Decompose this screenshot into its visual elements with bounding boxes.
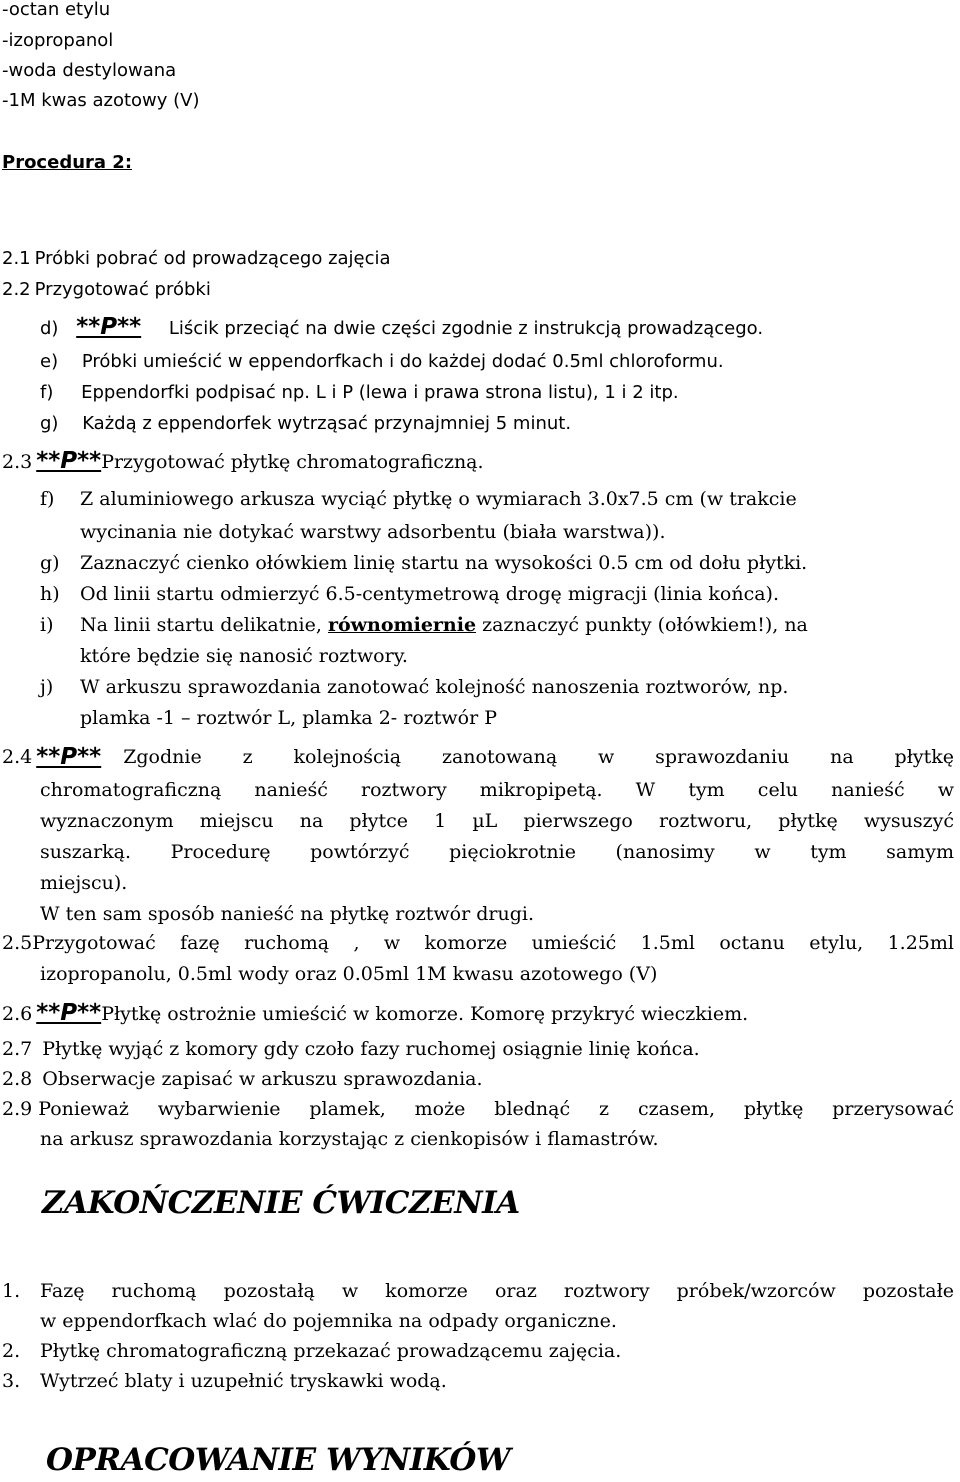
step-text-continued: wyznaczonym miejscu na płytce 1 µL pierwszego roztworu, płytkę wysuszyć — [40, 810, 954, 832]
step-2-1 — [2, 244, 391, 274]
step-text: Ponieważ wybarwienie plamek, może blednąć z czasem, płytkę przerysować — [38, 1098, 954, 1120]
item-text: Fazę ruchomą pozostałą w komorze oraz roztwory próbek/wzorców pozostałe — [40, 1280, 954, 1302]
item-marker: i) — [40, 614, 54, 636]
step-2-2 — [2, 275, 211, 305]
substep-d — [40, 312, 763, 342]
step-text: Próbki pobrać od prowadzącego zajęcia — [34, 248, 391, 269]
emphasis-text: równomiernie — [327, 614, 477, 636]
item-text-continued: plamka -1 – roztwór L, plamka 2- roztwór P — [80, 707, 498, 729]
step-2-6 — [2, 998, 748, 1028]
step-text: Obserwacje zapisać w arkuszu sprawozdania. — [42, 1068, 483, 1090]
substep-f — [40, 378, 679, 408]
material-item: -octan etylu — [2, 0, 111, 20]
ending-item-3 — [2, 1366, 447, 1396]
step-number: 2.4 — [2, 746, 33, 768]
step-text-continued: suszarką. Procedurę powtórzyć pięciokrotnie (nanosimy w tym samym — [40, 841, 954, 863]
substep-f-cut — [40, 484, 955, 514]
results-heading: OPRACOWANIE WYNIKÓW — [46, 1442, 511, 1478]
ending-item-2 — [2, 1336, 621, 1366]
step-number: 2.1 — [2, 248, 31, 269]
material-item: -1M kwas azotowy (V) — [2, 90, 200, 111]
substep-e — [40, 347, 724, 377]
step-text: Płytkę ostrożnie umieścić w komorze. Komorę przykryć wieczkiem. — [101, 1003, 749, 1025]
item-text: Zaznaczyć cienko ołówkiem linię startu na wysokości 0.5 cm od dołu płytki. — [80, 552, 808, 574]
step-text-continued: izopropanolu, 0.5ml wody oraz 0.05ml 1M kwasu azotowego (V) — [40, 963, 658, 985]
step-2-3 — [2, 446, 484, 476]
step-text: Zgodnie z kolejnością zanotowaną w sprawozdaniu na płytkę — [123, 746, 954, 768]
step-text: Przygotować płytkę chromatograficzną. — [101, 451, 484, 473]
step-text: Płytkę wyjąć z komory gdy czoło fazy ruchomej osiągnie linię końca. — [42, 1038, 700, 1060]
step-number: 2.8 — [2, 1068, 33, 1090]
item-marker: g) — [40, 413, 59, 434]
item-text-continued: w eppendorfkach wlać do pojemnika na odpady organiczne. — [40, 1310, 617, 1332]
step-number: 2.5 — [2, 932, 33, 954]
item-text-continued: które będzie się nanosić roztwory. — [80, 645, 408, 667]
item-number: 3. — [2, 1370, 21, 1392]
item-text: Każdą z eppendorfek wytrząsać przynajmniej 5 minut. — [82, 413, 572, 434]
step-text: Przygotować fazę ruchomą , w komorze umieścić 1.5ml octanu etylu, 1.25ml — [32, 932, 954, 954]
step-2-4 — [2, 742, 954, 772]
material-item: -izopropanol — [2, 30, 114, 51]
item-text: Liścik przeciąć na dwie części zgodnie z instrukcją prowadzącego. — [168, 318, 764, 339]
item-marker: e) — [40, 351, 59, 372]
step-text-continued: na arkusz sprawozdania korzystając z cienkopisów i flamastrów. — [40, 1128, 659, 1150]
substep-g — [40, 409, 571, 439]
step-text-continued: miejscu). — [40, 872, 128, 894]
marker-tag: **P** — [36, 1000, 102, 1026]
marker-tag: **P** — [36, 744, 102, 770]
item-text: Na linii startu delikatnie, — [80, 614, 322, 636]
item-text: Eppendorfki podpisać np. L i P (lewa i prawa strona listu), 1 i 2 itp. — [81, 382, 679, 403]
step-2-8 — [2, 1064, 483, 1094]
item-number: 2. — [2, 1340, 21, 1362]
marker-tag: **P** — [36, 448, 102, 474]
step-number: 2.3 — [2, 451, 33, 473]
step-text-continued: W ten sam sposób nanieść na płytkę roztwór drugi. — [40, 903, 534, 925]
step-number: 2.9 — [2, 1098, 33, 1120]
step-number: 2.2 — [2, 279, 31, 300]
item-text-continued: wycinania nie dotykać warstwy adsorbentu (biała warstwa)). — [80, 521, 666, 543]
step-text-continued: chromatograficzną nanieść roztwory mikropipetą. W tym celu nanieść w — [40, 779, 954, 801]
item-marker: f) — [40, 382, 54, 403]
material-item: -woda destylowana — [2, 60, 177, 81]
step-2-7 — [2, 1034, 700, 1064]
item-text: Z aluminiowego arkusza wyciąć płytkę o wymiarach 3.0x7.5 cm (w trakcie — [80, 488, 797, 510]
item-text: Od linii startu odmierzyć 6.5-centymetrową drogę migracji (linia końca). — [80, 583, 779, 605]
item-marker: f) — [40, 488, 55, 510]
step-number: 2.6 — [2, 1003, 33, 1025]
item-marker: h) — [40, 583, 60, 605]
item-marker: d) — [40, 318, 59, 339]
ending-item-1 — [2, 1276, 954, 1306]
item-text: zaznaczyć punkty (ołówkiem!), na — [482, 614, 808, 636]
ending-heading: ZAKOŃCZENIE ĆWICZENIA — [42, 1185, 520, 1221]
item-text: W arkuszu sprawozdania zanotować kolejność nanoszenia roztworów, np. — [80, 676, 789, 698]
marker-tag: **P** — [76, 314, 142, 340]
item-text: Wytrzeć blaty i uzupełnić tryskawki wodą. — [40, 1370, 447, 1392]
step-2-9 — [2, 1094, 954, 1124]
step-2-5 — [2, 928, 954, 958]
item-text: Płytkę chromatograficzną przekazać prowadzącemu zajęcia. — [40, 1340, 622, 1362]
item-marker: j) — [40, 676, 54, 698]
item-number: 1. — [2, 1280, 21, 1302]
item-marker: g) — [40, 552, 60, 574]
item-text: Próbki umieścić w eppendorfkach i do każdej dodać 0.5ml chloroformu. — [81, 351, 724, 372]
step-number: 2.7 — [2, 1038, 33, 1060]
step-text: Przygotować próbki — [34, 279, 211, 300]
procedure-title: Procedura 2: — [2, 152, 133, 173]
